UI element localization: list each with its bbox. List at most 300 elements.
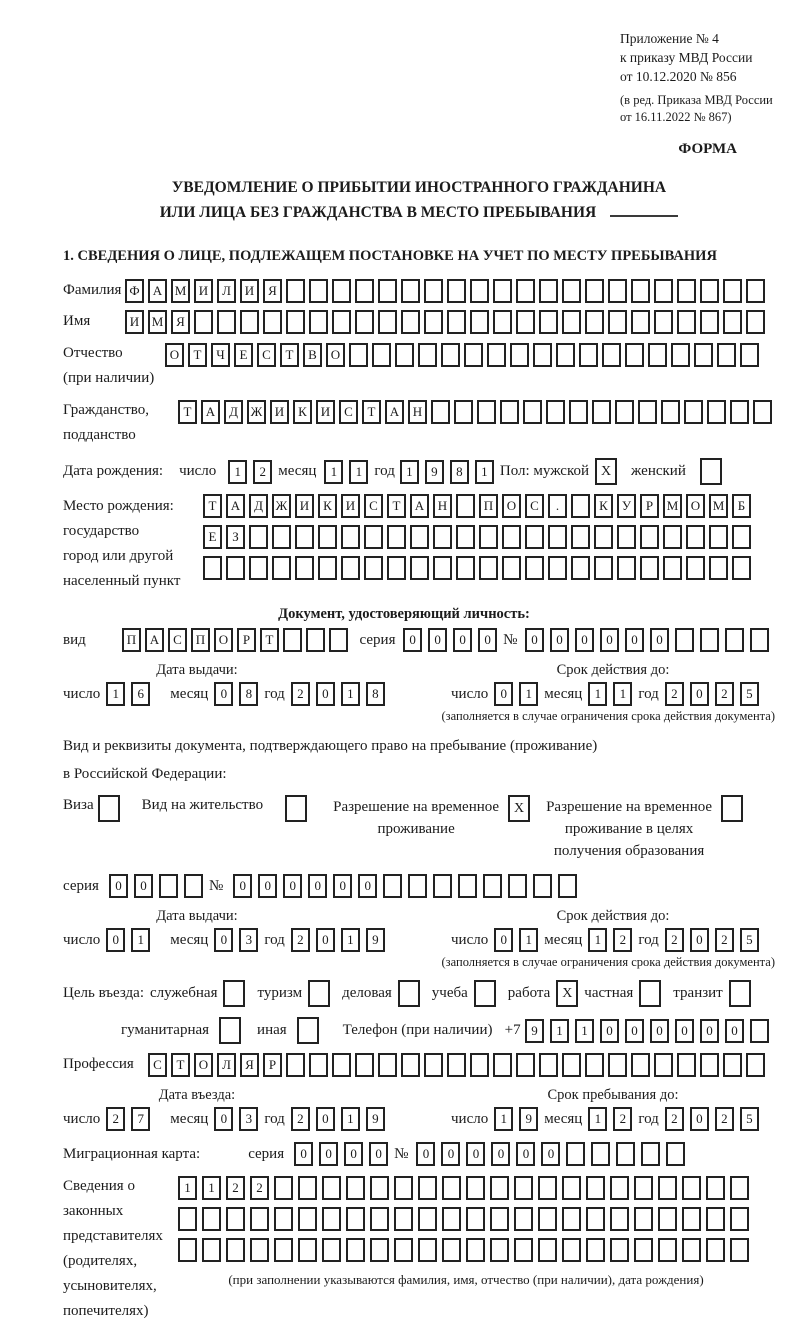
char-box [634, 1176, 653, 1200]
char-box [709, 525, 728, 549]
char-box [456, 525, 475, 549]
char-box [579, 343, 598, 367]
char-box [562, 1207, 581, 1231]
purpose-business-checkbox [398, 980, 420, 1007]
stay-until-group [451, 1087, 775, 1131]
char-box [479, 525, 498, 549]
char-box [562, 310, 581, 334]
char-box [318, 525, 337, 549]
char-box: 0 [428, 628, 447, 652]
char-box: Т [203, 494, 222, 518]
char-box [648, 343, 667, 367]
visa-checkbox [98, 795, 120, 822]
month-label: месяц [278, 463, 317, 480]
char-box: П [122, 628, 141, 652]
birthplace-label [63, 494, 203, 594]
char-box: Ф [125, 279, 144, 303]
profession-row [63, 1053, 775, 1077]
char-box: 8 [450, 460, 469, 484]
char-box [346, 1207, 365, 1231]
char-box: И [270, 400, 289, 424]
char-box [466, 1207, 485, 1231]
char-box [418, 1238, 437, 1262]
char-box: И [316, 400, 335, 424]
firstname-row [63, 310, 775, 334]
firstname-label: Имя [63, 313, 91, 330]
stay-doc-intro-line1: Вид и реквизиты документа, подтверждающего право на пребывание (проживание) [63, 738, 598, 755]
citizenship-label [63, 398, 178, 448]
char-box: Т [171, 1053, 190, 1077]
char-box: М [148, 310, 167, 334]
char-box: 6 [131, 682, 150, 706]
representatives-boxes-row1 [178, 1176, 754, 1200]
char-box [226, 1207, 245, 1231]
char-box [508, 874, 527, 898]
char-box [608, 279, 627, 303]
char-box [562, 1053, 581, 1077]
char-box: У [617, 494, 636, 518]
char-box: Д [249, 494, 268, 518]
char-box [562, 279, 581, 303]
purpose-tourism-label: туризм [257, 985, 303, 1002]
char-box [493, 279, 512, 303]
char-box: С [148, 1053, 167, 1077]
char-box: 0 [319, 1142, 338, 1166]
phone-boxes [525, 1019, 775, 1043]
stay-issue-year [291, 928, 391, 952]
patronymic-label-line2: (при наличии) [63, 370, 155, 387]
temporary-residence-option [333, 793, 530, 841]
char-box: С [525, 494, 544, 518]
char-box: 0 [600, 1019, 619, 1043]
year-label: год [638, 931, 659, 948]
char-box: 2 [665, 682, 684, 706]
representatives-row [63, 1174, 775, 1324]
stay-until-year [665, 1107, 765, 1131]
identity-valid-year [665, 682, 765, 706]
char-box [677, 1053, 696, 1077]
identity-valid-month [588, 682, 638, 706]
char-box: Р [263, 1053, 282, 1077]
year-label: год [264, 1110, 285, 1127]
char-box: М [663, 494, 682, 518]
char-box [608, 310, 627, 334]
char-box: Р [640, 494, 659, 518]
char-box: 0 [516, 1142, 535, 1166]
char-box [295, 556, 314, 580]
temporary-residence-education-line3: получения образования [553, 842, 705, 859]
char-box [306, 628, 325, 652]
form-title-line1: УВЕДОМЛЕНИЕ О ПРИБЫТИИ ИНОСТРАННОГО ГРАЖДАНИНА [171, 179, 667, 197]
char-box [677, 310, 696, 334]
char-box: Т [280, 343, 299, 367]
char-box [516, 279, 535, 303]
char-box [562, 1238, 581, 1262]
char-box [332, 310, 351, 334]
identity-number-boxes [525, 628, 775, 652]
char-box: А [201, 400, 220, 424]
char-box [490, 1176, 509, 1200]
birthplace-boxes-col [203, 494, 755, 587]
year-label: год [264, 931, 285, 948]
char-box [569, 400, 588, 424]
char-box [700, 310, 719, 334]
char-box [707, 400, 726, 424]
char-box [433, 874, 452, 898]
revision-note [620, 92, 775, 126]
birthplace-boxes-row3 [203, 556, 755, 580]
purpose-tourism-checkbox [308, 980, 330, 1007]
char-box: 0 [358, 874, 377, 898]
char-box: 1 [588, 928, 607, 952]
birthdate-row [63, 458, 775, 485]
month-label: месяц [544, 931, 583, 948]
form-title-line2 [63, 201, 775, 226]
purpose-official-checkbox [223, 980, 245, 1007]
char-box: 0 [600, 628, 619, 652]
char-box: 9 [519, 1107, 538, 1131]
char-box [585, 310, 604, 334]
char-box [295, 525, 314, 549]
char-box [682, 1176, 701, 1200]
char-box: 0 [416, 1142, 435, 1166]
char-box: П [191, 628, 210, 652]
char-box: К [293, 400, 312, 424]
representatives-label-line4: (родителях, [63, 1253, 138, 1270]
char-box [203, 556, 222, 580]
number-label: № [503, 631, 518, 648]
char-box [658, 1176, 677, 1200]
char-box [408, 874, 427, 898]
appendix-line: Приложение № 4 [620, 31, 719, 46]
char-box: 5 [740, 928, 759, 952]
char-box [730, 400, 749, 424]
char-box [671, 343, 690, 367]
char-box [663, 556, 682, 580]
char-box [454, 400, 473, 424]
citizenship-row [63, 398, 775, 448]
char-box [663, 525, 682, 549]
char-box [706, 1207, 725, 1231]
char-box [677, 279, 696, 303]
char-box [298, 1238, 317, 1262]
profession-boxes [148, 1053, 769, 1077]
entry-day [106, 1107, 156, 1131]
stay-doc-series-row [63, 874, 775, 898]
char-box: 0 [550, 628, 569, 652]
stay-doc-dates-row [63, 908, 775, 952]
char-box [263, 310, 282, 334]
char-box [615, 400, 634, 424]
char-box: Д [224, 400, 243, 424]
char-box [706, 1238, 725, 1262]
male-checkbox: X [595, 458, 617, 485]
char-box: 2 [291, 928, 310, 952]
char-box: Т [362, 400, 381, 424]
char-box: 1 [588, 1107, 607, 1131]
char-box: О [194, 1053, 213, 1077]
char-box [332, 1053, 351, 1077]
char-box [332, 279, 351, 303]
phone-prefix: +7 [504, 1022, 521, 1039]
char-box [442, 1207, 461, 1231]
appendix-line: от 10.12.2020 № 856 [620, 68, 737, 84]
char-box: 1 [613, 682, 632, 706]
citizenship-label-line1: Гражданство, [63, 402, 150, 419]
char-box [329, 628, 348, 652]
representatives-label-line1: Сведения о [63, 1178, 135, 1195]
revision-line: от 16.11.2022 № 867) [620, 109, 732, 124]
char-box: 0 [650, 1019, 669, 1043]
char-box [346, 1176, 365, 1200]
char-box [592, 400, 611, 424]
char-box: 5 [740, 1107, 759, 1131]
char-box [298, 1176, 317, 1200]
char-box [571, 556, 590, 580]
char-box [723, 1053, 742, 1077]
char-box [514, 1207, 533, 1231]
char-box: 0 [403, 628, 422, 652]
valid-until-heading: Срок действия до: [556, 908, 670, 925]
surname-boxes [125, 279, 769, 303]
char-box: М [171, 279, 190, 303]
char-box: С [168, 628, 187, 652]
char-box [466, 1176, 485, 1200]
char-box: 1 [494, 1107, 513, 1131]
temporary-residence-education-line2: проживание в целях [564, 820, 694, 837]
stay-issue-month [214, 928, 264, 952]
purpose-humanitarian-checkbox [219, 1017, 241, 1044]
representatives-label-line2: законных [63, 1203, 124, 1220]
char-box [226, 556, 245, 580]
char-box: 1 [519, 682, 538, 706]
purpose-work-checkbox: X [556, 980, 578, 1007]
sex-female-label: женский [631, 463, 686, 480]
char-box: И [295, 494, 314, 518]
char-box: 1 [400, 460, 419, 484]
issue-date-heading: Дата выдачи: [156, 662, 238, 679]
char-box [272, 525, 291, 549]
temporary-residence-education-label [546, 793, 712, 862]
char-box: 2 [613, 928, 632, 952]
char-box [464, 343, 483, 367]
char-box: 0 [625, 1019, 644, 1043]
birthplace-label-line2: государство [63, 523, 140, 540]
char-box [341, 556, 360, 580]
char-box: К [318, 494, 337, 518]
char-box [571, 494, 590, 518]
section1-heading: 1. СВЕДЕНИЯ О ЛИЦЕ, ПОДЛЕЖАЩЕМ ПОСТАНОВКЕ НА УЧЕТ ПО МЕСТУ ПРЕБЫВАНИЯ [63, 248, 717, 265]
char-box [309, 279, 328, 303]
char-box [746, 310, 765, 334]
char-box [654, 279, 673, 303]
patronymic-row [63, 341, 775, 391]
purpose-row [63, 980, 775, 1007]
char-box: 5 [740, 682, 759, 706]
char-box [286, 1053, 305, 1077]
day-label: число [451, 931, 489, 948]
char-box: 0 [106, 928, 125, 952]
char-box [533, 874, 552, 898]
char-box: 3 [239, 928, 258, 952]
char-box: Т [260, 628, 279, 652]
char-box: Е [203, 525, 222, 549]
form-title [63, 176, 775, 226]
char-box [717, 343, 736, 367]
char-box [538, 1176, 557, 1200]
series-label: серия [359, 631, 396, 648]
char-box [556, 343, 575, 367]
char-box [732, 525, 751, 549]
char-box [470, 279, 489, 303]
entry-date-heading: Дата въезда: [158, 1087, 236, 1104]
char-box: З [226, 525, 245, 549]
char-box: С [339, 400, 358, 424]
char-box: О [326, 343, 345, 367]
identity-valid-fields [451, 682, 775, 706]
char-box [383, 874, 402, 898]
temporary-residence-label [333, 793, 499, 841]
char-box [610, 1238, 629, 1262]
char-box [658, 1207, 677, 1231]
char-box: 1 [341, 682, 360, 706]
issue-date-heading: Дата выдачи: [156, 908, 238, 925]
char-box: Я [240, 1053, 259, 1077]
char-box: 1 [341, 1107, 360, 1131]
residence-permit-label: Вид на жительство [141, 797, 264, 814]
appendix-line: к приказу МВД России [620, 49, 753, 65]
char-box [525, 525, 544, 549]
char-box [490, 1238, 509, 1262]
char-box [682, 1207, 701, 1231]
char-box: Б [732, 494, 751, 518]
char-box: И [194, 279, 213, 303]
char-box [510, 343, 529, 367]
char-box [740, 343, 759, 367]
char-box [370, 1238, 389, 1262]
stay-until-fields [451, 1107, 775, 1131]
char-box: Р [237, 628, 256, 652]
purpose-label: Цель въезда: [63, 985, 144, 1002]
year-label: год [638, 685, 659, 702]
char-box [746, 279, 765, 303]
char-box [493, 310, 512, 334]
month-label: месяц [544, 1110, 583, 1127]
char-box [631, 310, 650, 334]
char-box [364, 525, 383, 549]
char-box [372, 343, 391, 367]
char-box [638, 400, 657, 424]
char-box [594, 556, 613, 580]
identity-valid-group [451, 662, 775, 706]
char-box [424, 279, 443, 303]
char-box [283, 628, 302, 652]
char-box [682, 1238, 701, 1262]
surname-row [63, 279, 775, 303]
patronymic-label-line1: Отчество [63, 345, 123, 362]
profession-label: Профессия [63, 1056, 134, 1073]
char-box [447, 279, 466, 303]
char-box [631, 1053, 650, 1077]
representatives-label-line6: попечителях) [63, 1303, 149, 1320]
birth-year-boxes [400, 460, 500, 484]
char-box: К [594, 494, 613, 518]
char-box: 1 [588, 682, 607, 706]
stay-issue-fields [63, 928, 451, 952]
entry-year [291, 1107, 391, 1131]
char-box [562, 1176, 581, 1200]
identity-dates-row [63, 662, 775, 706]
char-box: Л [217, 279, 236, 303]
char-box [286, 279, 305, 303]
char-box [202, 1238, 221, 1262]
stay-issue-group [63, 908, 451, 952]
birth-month-boxes [324, 460, 374, 484]
char-box: 7 [131, 1107, 150, 1131]
purpose-business-label: деловая [342, 985, 392, 1002]
purpose-private-label: частная [584, 985, 634, 1002]
char-box: 0 [466, 1142, 485, 1166]
char-box [250, 1238, 269, 1262]
char-box: Т [178, 400, 197, 424]
char-box [387, 525, 406, 549]
char-box: 2 [106, 1107, 125, 1131]
char-box: 0 [214, 682, 233, 706]
sex-male-label: Пол: мужской [499, 463, 590, 480]
female-checkbox [700, 458, 722, 485]
char-box [700, 628, 719, 652]
temporary-residence-label-line2: проживание [377, 820, 455, 837]
char-box [346, 1238, 365, 1262]
char-box [250, 1207, 269, 1231]
char-box: 0 [214, 928, 233, 952]
purpose-other-checkbox [297, 1017, 319, 1044]
revision-line: (в ред. Приказа МВД России [620, 92, 773, 107]
char-box: 2 [715, 928, 734, 952]
char-box: П [479, 494, 498, 518]
char-box [370, 1207, 389, 1231]
char-box [634, 1238, 653, 1262]
char-box: О [502, 494, 521, 518]
char-box: 0 [294, 1142, 313, 1166]
char-box: 2 [291, 1107, 310, 1131]
visa-option [63, 793, 120, 822]
char-box [546, 400, 565, 424]
year-label: год [638, 1110, 659, 1127]
char-box: 0 [333, 874, 352, 898]
char-box [378, 310, 397, 334]
char-box: А [145, 628, 164, 652]
char-box [490, 1207, 509, 1231]
char-box: 0 [478, 628, 497, 652]
char-box [477, 400, 496, 424]
char-box: 2 [665, 928, 684, 952]
doc-type-label: вид [63, 631, 86, 648]
char-box: 1 [131, 928, 150, 952]
citizenship-label-line2: подданство [63, 427, 136, 444]
char-box: 1 [106, 682, 125, 706]
char-box [514, 1238, 533, 1262]
char-box [355, 1053, 374, 1077]
temporary-residence-checkbox: X [508, 795, 530, 822]
purpose-row2 [121, 1017, 775, 1044]
char-box: О [165, 343, 184, 367]
char-box [441, 343, 460, 367]
purpose-study-label: учеба [431, 985, 468, 1002]
char-box [539, 310, 558, 334]
form-title-line2-text: ИЛИ ЛИЦА БЕЗ ГРАЖДАНСТВА В МЕСТО ПРЕБЫВАНИЯ [159, 204, 597, 222]
entry-month [214, 1107, 264, 1131]
